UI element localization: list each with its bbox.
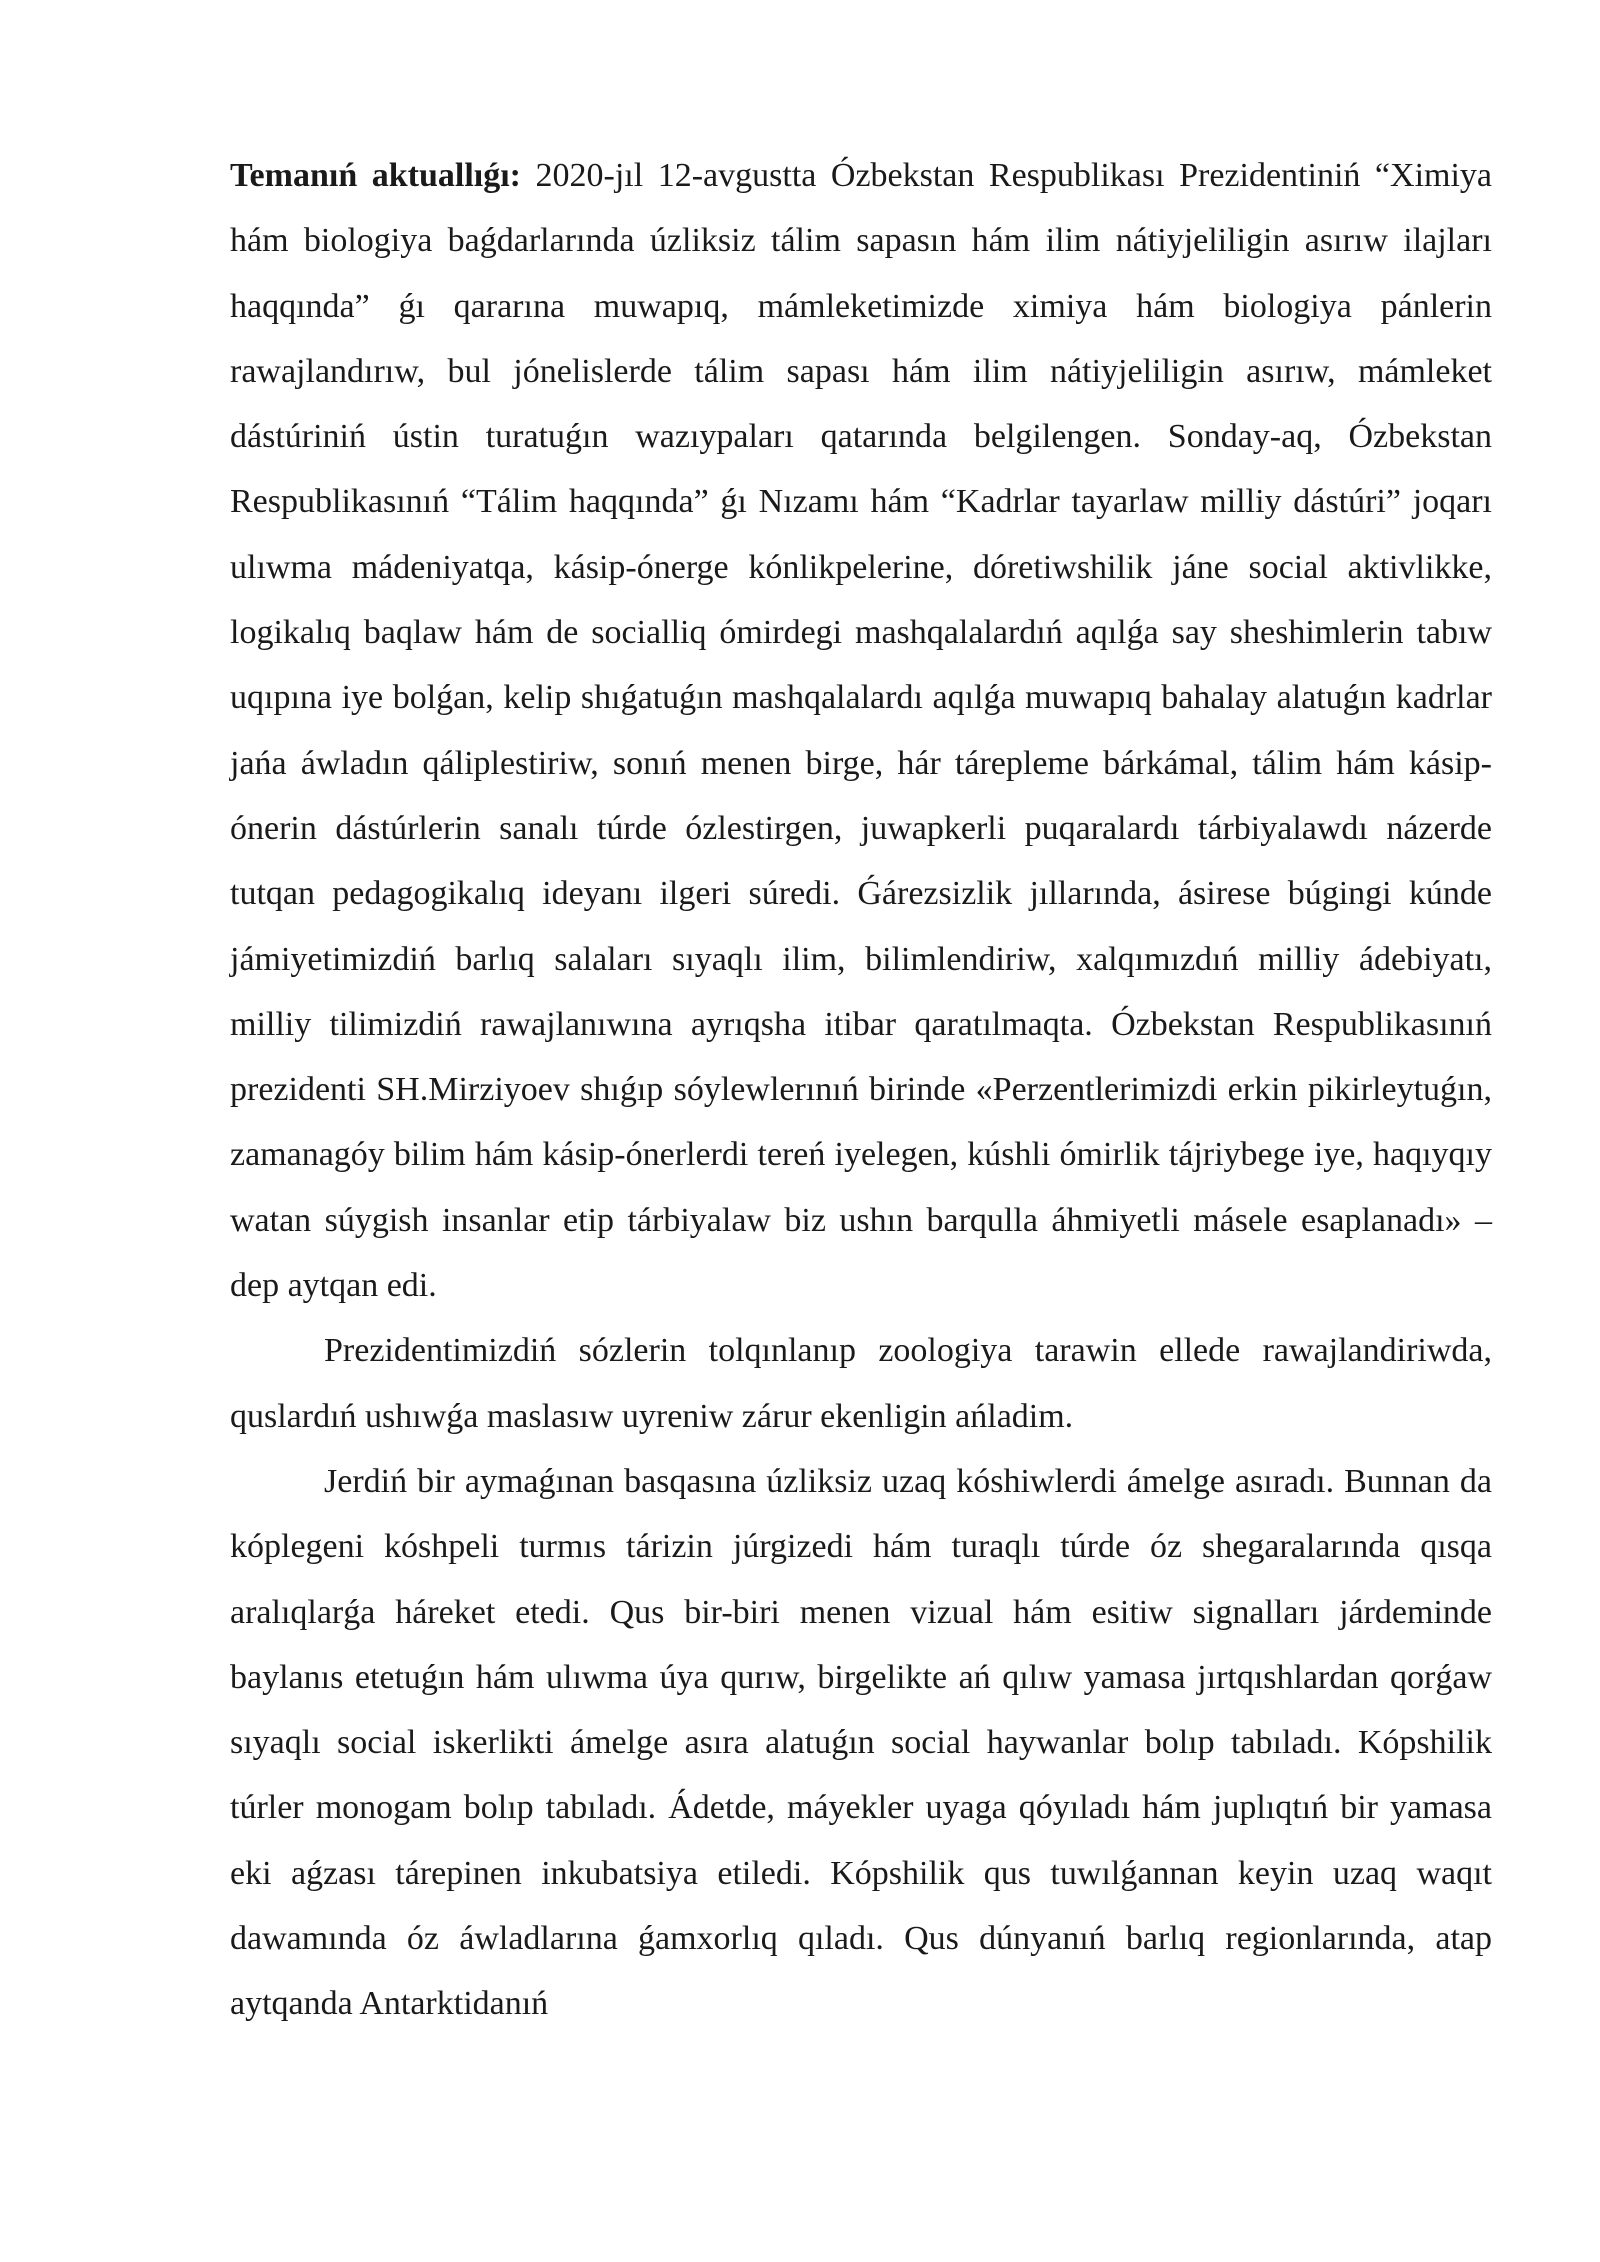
paragraph-text: 2020-jıl 12-avgustta Ózbekstan Respublikası Prezidentiniń “Ximiya hám biologiya baǵdarlarında úzliksiz tálim sapasın hám ilim nátiyjeliligin asırıw ilajları haqqında” ǵı qararına muwapıq, mámleketimizde ximiya hám biologiya pánlerin rawajlandırıw, bul jónelislerde tálim sapası hám ilim nátiyjeliligin asırıw, mámleket dástúriniń ústin turatuǵın wazıypaları qatarında belgilengen. Sonday-aq, Ózbekstan Respublikasınıń “Tálim haqqında” ǵı Nızamı hám “Kadrlar tayarlaw milliy dástúri” joqarı ulıwma mádeniyatqa, kásip-ónerge kónlikpelerine, dóretiwshilik jáne social aktivlikke, logikalıq baqlaw hám de socialliq ómirdegi mashqalalardıń aqılǵa say sheshimlerin tabıw uqıpına iye bolǵan, kelip shıǵatuǵın mashqalalardı aqılǵa muwapıq bahalay alatuǵın kadrlar jańa áwladın qáliplestiriw, sonıń menen birge, hár tárepleme bárkámal, tálim hám kásip-ónerin dástúrlerin sanalı túrde ózlestirgen, juwapkerli puqaralardı tárbiyalawdı názerde tutqan pedagogikalıq ideyanı ilgeri súredi. Ǵárezsizlik jıllarında, ásirese búgingi kúnde jámiyetimizdiń barlıq salaları sıyaqlı ilim, bilimlendiriw, xalqımızdıń milliy ádebiyatı, milliy tilimizdiń rawajlanıwına ayrıqsha itibar qaratılmaqta. Ózbekstan Respublikasınıń prezidenti SH.Mirziyoev shıǵıp sóylewlerınıń birinde «Perzentlerimizdi erkin pikirleytuǵın, zamanagóy bilim hám kásip-ónerlerdi tereń iyelegen, kúshli ómirlik tájriybege iye, haqıyqıy watan súygish insanlar etip tárbiyalaw biz ushın barqulla áhmiyetli másele esaplanadı» – dep aytqan edi. <box>230 157 1492 1305</box>
document-body <box>230 143 1492 2037</box>
paragraph-text: Prezidentimizdiń sózlerin tolqınlanıp zoologiya tarawin ellede rawajlandiriwda, quslardıń ushıwǵa maslasıw uyreniw zárur ekenligin ańladim. <box>230 1332 1492 1435</box>
paragraph-president-words <box>230 1318 1492 1449</box>
paragraph-bird-migration <box>230 1449 1492 2037</box>
paragraph-text: Jerdiń bir aymaǵınan basqasına úzliksiz uzaq kóshiwlerdi ámelge asıradı. Bunnan da kóplegeni kóshpeli turmıs tárizin júrgizedi hám turaqlı túrde óz shegaralarında qısqa aralıqlarǵa háreket etedi. Qus bir-biri menen vizual hám esitiw signalları járdeminde baylanıs etetuǵın hám ulıwma úya qurıw, birgelikte ań qılıw yamasa jırtqıshlardan qorǵaw sıyaqlı social iskerlikti ámelge asıra alatuǵın social haywanlar bolıp tabıladı. Kópshilik túrler monogam bolıp tabıladı. Ádetde, máyekler uyaga qóyıladı hám juplıqtıń bir yamasa eki aǵzası tárepinen inkubatsiya etiledi. Kópshilik qus tuwılǵannan keyin uzaq waqıt dawamında óz áwladlarına ǵamxorlıq qıladı. Qus dúnyanıń barlıq regionlarında, atap aytqanda Antarktidanıń <box>230 1462 1492 2023</box>
paragraph-heading: Temanıń aktuallıǵı: <box>230 157 522 194</box>
paragraph-topic-relevance <box>230 143 1492 1318</box>
